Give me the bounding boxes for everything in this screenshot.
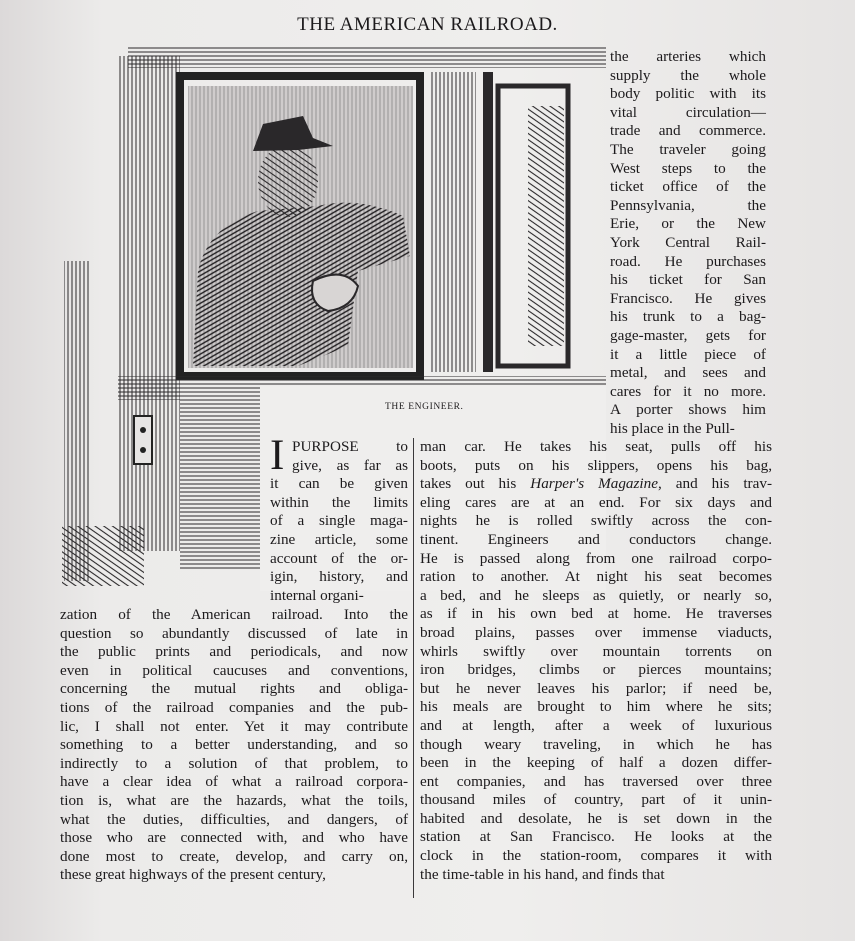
text-line: eling cares are at an end. For six days and xyxy=(420,493,772,511)
text-line: what the duties, difficulties, and dangers, of xyxy=(60,810,408,828)
text-line: account of the or- xyxy=(270,549,408,567)
text-line: Francisco. He gives xyxy=(610,289,766,307)
text-line: clock in the station-room, compares it with xyxy=(420,847,772,865)
text-line: PURPOSE to xyxy=(292,438,408,455)
text-line: York Central Rail- xyxy=(610,233,766,251)
text-line: boots, puts on his slippers, opens his bag, xyxy=(420,456,772,474)
text-line: broad plains, passes over immense viaducts, xyxy=(420,623,772,641)
text-line: his trunk to a bag- xyxy=(610,308,766,326)
right-top-column xyxy=(610,48,766,438)
text-line: question so abundantly discussed of late in xyxy=(60,624,408,642)
text-line: a bed, and he sleeps as quietly, or nearly so, xyxy=(420,586,772,604)
text-line: and at length, after a week of luxurious xyxy=(420,716,772,734)
text-line: vital circulation— xyxy=(610,103,766,121)
illustration-caption: THE ENGINEER. xyxy=(385,402,464,412)
text-line: cares for it no more. xyxy=(610,382,766,400)
drop-cap: I xyxy=(270,432,285,479)
text-line: supply the whole xyxy=(610,66,766,84)
text-line: his place in the Pull- xyxy=(610,419,735,437)
text-line: West steps to the xyxy=(610,159,766,177)
text-line: his meals are brought to him where he sits; xyxy=(420,698,772,716)
left-main-column xyxy=(60,606,408,885)
text-line: station at San Francisco. He looks at the xyxy=(420,828,772,846)
text-line: his ticket for San xyxy=(610,271,766,289)
text-line: of a single maga- xyxy=(270,512,408,530)
text-line: the public prints and periodicals, and now xyxy=(60,643,408,661)
text-line: takes out his Harper's Magazine, and his trav- xyxy=(420,475,772,493)
text-line: these great highways of the present century, xyxy=(60,866,326,884)
text-line: the time-table in his hand, and finds that xyxy=(420,865,665,883)
text-line: ent companies, and has traversed over three xyxy=(420,772,772,790)
text-line: Erie, or the New xyxy=(610,215,766,233)
text-line: even in political caucuses and conventions, xyxy=(60,661,408,679)
text-line: internal organi- xyxy=(270,586,364,604)
text-line: nights he is rolled swiftly across the con- xyxy=(420,512,772,530)
text-line: zine article, some xyxy=(270,530,408,548)
text-line: He is passed along from one railroad corpo- xyxy=(420,549,772,567)
text-line: gage-master, gets for xyxy=(610,326,766,344)
text-line: ration to another. At night his seat becomes xyxy=(420,568,772,586)
text-line: whirls swiftly over mountain torrents on xyxy=(420,642,772,660)
text-line: man car. He takes his seat, pulls off his xyxy=(420,438,772,455)
text-line: trade and commerce. xyxy=(610,122,766,140)
text-line: A porter shows him xyxy=(610,401,766,419)
text-line: but he never leaves his parlor; if need be, xyxy=(420,679,772,697)
text-line: habited and desolate, he is set down in the xyxy=(420,809,772,827)
text-line: zation of the American railroad. Into the xyxy=(60,606,408,623)
text-line: the arteries which xyxy=(610,48,766,65)
page-title: THE AMERICAN RAILROAD. xyxy=(297,14,558,35)
text-line: iron bridges, climbs or pierces mountains; xyxy=(420,661,772,679)
text-line: Pennsylvania, the xyxy=(610,196,766,214)
text-line: been in the keeping of half a dozen differ- xyxy=(420,754,772,772)
text-line: have a clear idea of what a railroad corpora- xyxy=(60,773,408,791)
text-line: indirectly to a solution of that problem, to xyxy=(60,754,408,772)
text-line: igin, history, and xyxy=(270,568,408,586)
right-main-column xyxy=(420,438,772,884)
text-line: it a little piece of xyxy=(610,345,766,363)
text-line: body politic with its xyxy=(610,85,766,103)
column-divider xyxy=(413,438,414,898)
text-line: tions of the railroad companies and the pub- xyxy=(60,698,408,716)
left-inset-column xyxy=(270,432,408,605)
text-line: something to a better understanding, and so xyxy=(60,736,408,754)
text-line: tion is, what are the hazards, what the toils, xyxy=(60,791,408,809)
text-line: lic, I shall not enter. Yet it may contribute xyxy=(60,717,408,735)
text-line: concerning the mutual rights and obliga- xyxy=(60,680,408,698)
text-line: give, as far as xyxy=(292,456,408,474)
text-line: within the limits xyxy=(270,493,408,511)
text-line: The traveler going xyxy=(610,140,766,158)
text-line: road. He purchases xyxy=(610,252,766,270)
text-line: tinent. Engineers and conductors change. xyxy=(420,530,772,548)
text-line: it can be given xyxy=(270,475,408,493)
text-line: though weary traveling, in which he has xyxy=(420,735,772,753)
text-line: those who are connected with, and who have xyxy=(60,829,408,847)
text-line: done most to create, develop, and carry on, xyxy=(60,847,408,865)
text-line: metal, and sees and xyxy=(610,364,766,382)
text-line: ticket office of the xyxy=(610,178,766,196)
text-line: thousand miles of country, part of it unin- xyxy=(420,791,772,809)
text-line: as if in his own bed at home. He traverses xyxy=(420,605,772,623)
